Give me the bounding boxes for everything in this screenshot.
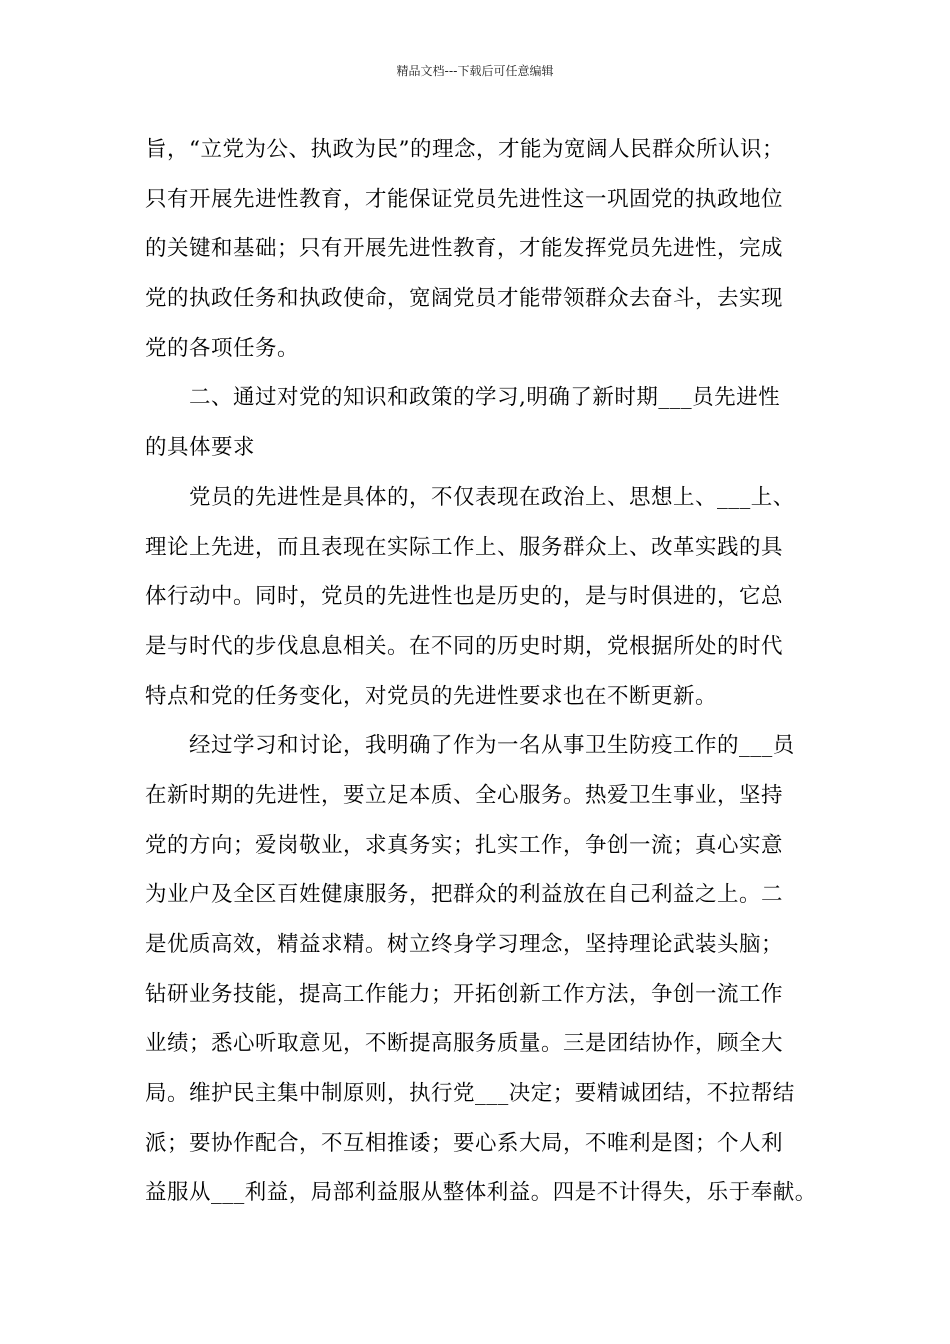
text-line: 钻研业务技能，提高工作能力；开拓创新工作方法，争创一流工作 — [145, 981, 784, 1007]
text-line: 局。维护民主集中制原则，执行党___决定；要精诚团结，不拉帮结 — [145, 1081, 795, 1107]
text-line: 为业户及全区百姓健康服务，把群众的利益放在自己利益之上。二 — [145, 882, 784, 908]
text-line: 只有开展先进性教育，才能保证党员先进性这一巩固党的执政地位 — [145, 186, 784, 212]
text-line: 旨，“立党为公、执政为民”的理念，才能为宽阔人民群众所认识； — [145, 137, 784, 162]
document-body — [145, 125, 835, 1218]
text-line: 是优质高效，精益求精。树立终身学习理念，坚持理论武装头脑； — [145, 932, 784, 957]
text-line: 党的执政任务和执政使命，宽阔党员才能带领群众去奋斗，去实现 — [145, 286, 784, 312]
page-header: 精品文档---下载后可任意编辑 — [396, 64, 554, 78]
text-line: 党的各项任务。 — [145, 335, 300, 361]
text-line: 益服从___利益，局部利益服从整体利益。四是不计得失，乐于奉献。 — [145, 1180, 817, 1206]
text-line: 特点和党的任务变化，对党员的先进性要求也在不断更新。 — [145, 683, 718, 709]
text-line: 党员的先进性是具体的，不仅表现在政治上、思想上、___上、 — [189, 484, 795, 510]
text-line: 在新时期的先进性，要立足本质、全心服务。热爱卫生事业，坚持 — [145, 782, 784, 808]
text-line: 是与时代的步伐息息相关。在不同的历史时期，党根据所处的时代 — [145, 633, 784, 659]
text-line: 业绩；悉心听取意见，不断提高服务质量。三是团结协作，顾全大 — [145, 1031, 784, 1057]
text-line: 的关键和基础；只有开展先进性教育，才能发挥党员先进性，完成 — [145, 236, 784, 262]
text-line: 派；要协作配合，不互相推诿；要心系大局，不唯利是图；个人利 — [145, 1130, 784, 1156]
section-heading-line: 二、通过对党的知识和政策的学习,明确了新时期___员先进性 — [189, 385, 781, 411]
text-line: 体行动中。同时，党员的先进性也是历史的，是与时俱进的，它总 — [145, 584, 784, 610]
text-line: 理论上先进，而且表现在实际工作上、服务群众上、改革实践的具 — [145, 534, 784, 560]
text-line: 经过学习和讨论，我明确了作为一名从事卫生防疫工作的___员 — [189, 733, 795, 759]
section-heading-line: 的具体要求 — [145, 435, 256, 461]
text-line: 党的方向；爱岗敬业，求真务实；扎实工作，争创一流；真心实意 — [145, 832, 784, 858]
